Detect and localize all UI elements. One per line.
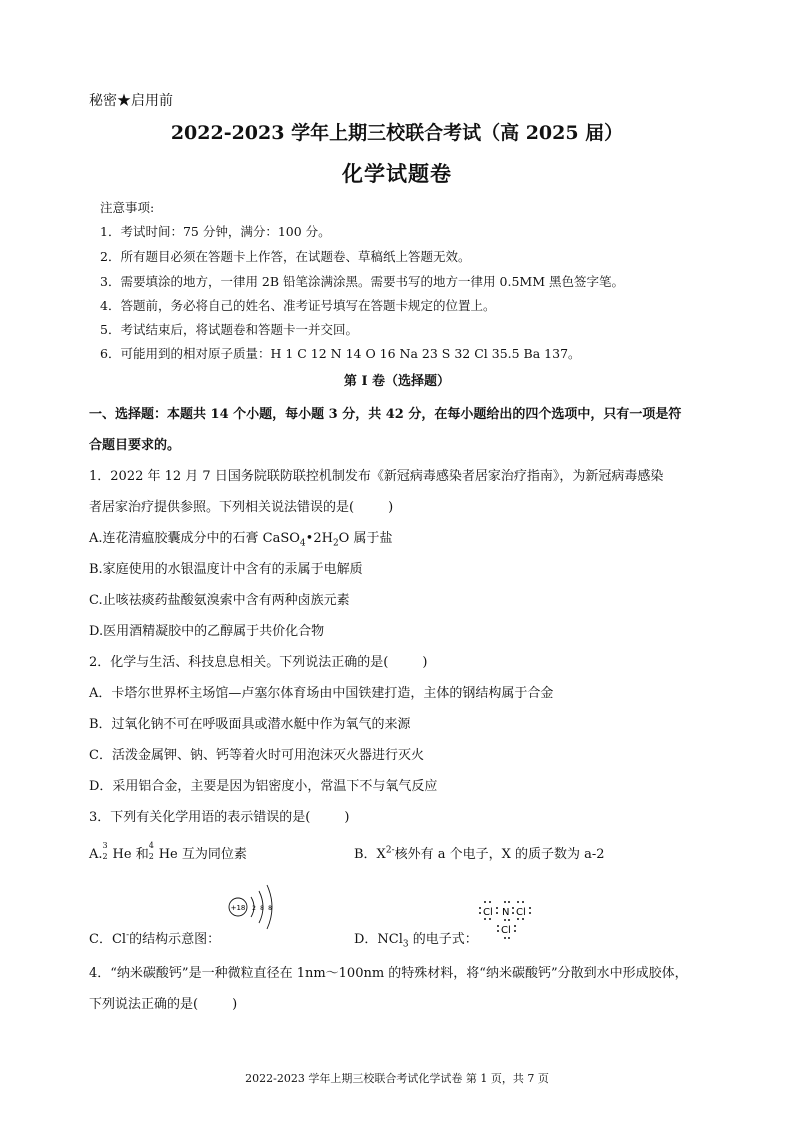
shell-electrons: 8 (268, 905, 272, 912)
note-item: 2．所有题目必须在答题卡上作答，在试题卷、草稿纸上答题无效。 (100, 249, 471, 264)
isotope-notation (148, 840, 159, 862)
chloride-ion-structure-diagram (225, 880, 285, 932)
shell-electrons: 2 (252, 905, 256, 912)
q4-stem: 4．“纳米碳酸钙”是一种微粒直径在 1nm～100nm 的特殊材料，将“纳米碳酸钙”分散到水中形成胶体， (89, 966, 688, 981)
q2-stem (89, 651, 427, 670)
q3-stem-text: 3．下列有关化学用语的表示错误的是( (89, 810, 311, 825)
ncl3-electron-dot-diagram (476, 898, 538, 942)
q3-option-a (89, 840, 247, 862)
shell-electrons: 8 (260, 905, 264, 912)
q1-stem-cont (89, 496, 393, 515)
q3-b-text: B．X (354, 847, 386, 862)
q3-option-b (354, 843, 605, 862)
q4-paren-close: ) (232, 997, 238, 1012)
q3-c-text-end: 的结构示意图： (129, 932, 221, 947)
confidential-label: 秘密★启用前 (89, 93, 173, 109)
q1-a-subscript: 2 (332, 538, 339, 549)
q4-stem-cont (89, 993, 237, 1012)
q3-option-c (89, 928, 220, 947)
part-heading-cont: 合题目要求的。 (89, 438, 181, 453)
section-title: 第 I 卷（选择题） (343, 374, 451, 389)
q1-paren-close: ) (388, 500, 394, 515)
page-footer: 2022-2023 学年上期三校联合考试化学试卷 第 1 页，共 7 页 (245, 1072, 549, 1085)
q2-option-c: C．活泼金属钾、钠、钙等着火时可用泡沫灭火器进行灭火 (89, 748, 424, 763)
q3-c-charge: - (126, 930, 130, 941)
isotope-notation (102, 840, 113, 862)
cl-atom-bottom: Cl (501, 925, 511, 936)
q4-stem-text: 下列说法正确的是( (89, 997, 199, 1012)
n-atom: N (502, 907, 510, 918)
notes-heading: 注意事项: (100, 200, 155, 215)
cl-atom-right: Cl (516, 907, 526, 918)
q3-a-text-end: He 互为同位素 (158, 847, 247, 862)
q3-c-text: C．Cl (89, 932, 127, 947)
atomic-number: 2 (148, 851, 154, 861)
q3-d-text-end: 的电子式： (408, 932, 478, 947)
q1-a-text: A.连花清瘟胶囊成分中的石膏 CaSO (89, 531, 300, 546)
q3-a-label: A. (89, 847, 103, 862)
exam-subtitle: 化学试题卷 (342, 161, 452, 186)
atomic-number: 2 (102, 851, 108, 861)
nucleus-charge: +18 (230, 904, 246, 912)
q3-option-d (354, 928, 478, 950)
cl-atom-left: Cl (483, 907, 493, 918)
q3-b-charge: 2- (385, 845, 395, 856)
q1-a-text-end: O 属于盐 (338, 531, 393, 546)
note-item: 3．需要填涂的地方，一律用 2B 铅笔涂满涂黑。需要书写的地方一律用 0.5MM 黑色签字笔。 (100, 274, 624, 289)
q3-d-subscript: 3 (402, 939, 409, 950)
part-heading: 一、选择题：本题共 14 个小题，每小题 3 分，共 42 分，在每小题给出的四个选项中，只有一项是符 (89, 407, 682, 422)
note-item: 4．答题前，务必将自己的姓名、准考证号填写在答题卡规定的位置上。 (100, 298, 496, 313)
q2-stem-text: 2．化学与生活、科技息息相关。下列说法正确的是( (89, 655, 389, 670)
q1-option-a (89, 527, 392, 549)
note-item: 1．考试时间：75 分钟，满分：100 分。 (100, 224, 331, 239)
q1-stem: 1．2022 年 12 月 7 日国务院联防联控机制发布《新冠病毒感染者居家治疗指南》，为新冠病毒感染 (89, 469, 664, 484)
q3-a-text: He 和 (112, 847, 149, 862)
q1-a-subscript: 4 (299, 538, 306, 549)
q2-paren-close: ) (422, 655, 428, 670)
q1-a-text-mid: •2H (305, 531, 333, 546)
note-item: 6．可能用到的相对原子质量：H 1 C 12 N 14 O 16 Na 23 S 32 Cl 35.5 Ba 137。 (100, 346, 581, 361)
q1-stem-text: 者居家治疗提供参照。下列相关说法错误的是( (89, 500, 355, 515)
q3-d-text: D．NCl (354, 932, 403, 947)
mass-number: 3 (102, 840, 108, 850)
q3-paren-close: ) (344, 810, 350, 825)
q3-b-text-end: 核外有 a 个电子，X 的质子数为 a-2 (394, 847, 605, 862)
q1-option-c: C.止咳祛痰药盐酸氨溴索中含有两种卤族元素 (89, 593, 350, 608)
note-item: 5．考试结束后，将试题卷和答题卡一并交回。 (100, 322, 358, 337)
q2-option-b: B．过氧化钠不可在呼吸面具或潜水艇中作为氧气的来源 (89, 717, 411, 732)
q1-option-b: B.家庭使用的水银温度计中含有的汞属于电解质 (89, 562, 363, 577)
mass-number: 4 (148, 840, 154, 850)
exam-title: 2022-2023 学年上期三校联合考试（高 2025 届） (170, 122, 624, 144)
q1-option-d: D.医用酒精凝胶中的乙醇属于共价化合物 (89, 624, 325, 639)
q3-stem (89, 806, 349, 825)
q2-option-a: A．卡塔尔世界杯主场馆—卢塞尔体育场由中国铁建打造，主体的钢结构属于合金 (89, 686, 554, 701)
q2-option-d: D．采用铝合金，主要是因为铝密度小，常温下不与氧气反应 (89, 779, 438, 794)
